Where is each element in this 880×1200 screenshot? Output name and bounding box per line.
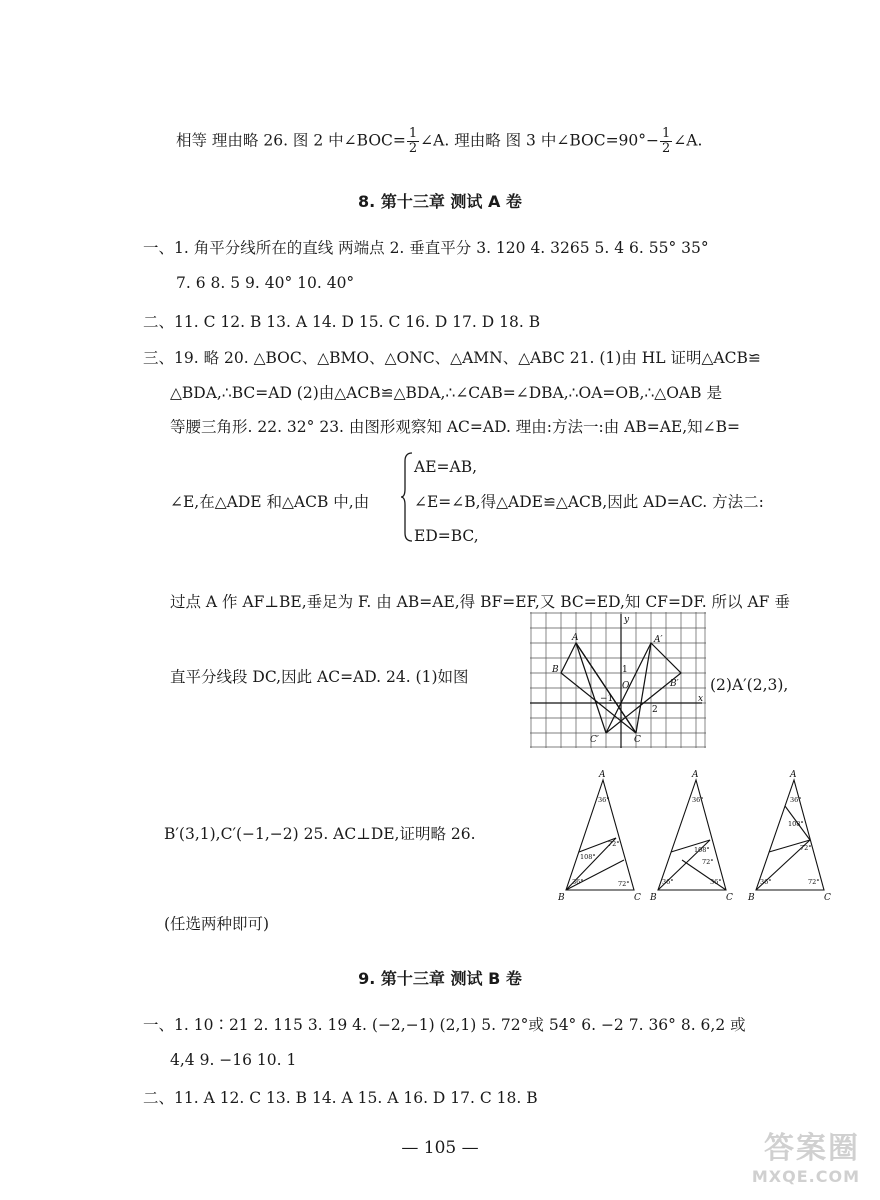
angle-label: 72° bbox=[808, 878, 820, 886]
vertex-label: B bbox=[558, 893, 565, 903]
angle-label: 36° bbox=[692, 796, 704, 804]
brace-icon bbox=[400, 451, 414, 543]
tick-label: 2 bbox=[652, 705, 658, 715]
text-seg: ∠A. bbox=[673, 131, 703, 150]
point-label: B bbox=[552, 665, 559, 675]
vertex-label: A bbox=[692, 770, 699, 780]
angle-label: 36° bbox=[598, 796, 610, 804]
answer-line: 三、19. 略 20. △BOC、△BMO、△ONC、△AMN、△ABC 21. (1)由 HL 证明△ACB≌ bbox=[143, 349, 761, 367]
answer-line: 过点 A 作 AF⊥BE,垂足为 F. 由 AB=AE,得 BF=EF,又 BC=ED,知 CF=DF. 所以 AF 垂 bbox=[170, 593, 790, 611]
triangle-figures bbox=[558, 768, 838, 908]
tick-label: −1 bbox=[600, 694, 614, 704]
answer-line: (2)A′(2,3), bbox=[710, 676, 789, 694]
denominator: 2 bbox=[662, 141, 671, 156]
answer-line: 4,4 9. −16 10. 1 bbox=[170, 1051, 297, 1069]
equation-2: ∠E=∠B,得△ADE≌△ACB,因此 AD=AC. 方法二: bbox=[414, 493, 764, 511]
vertex-label: A bbox=[599, 770, 606, 780]
numerator: 1 bbox=[408, 126, 418, 141]
angle-label: 108° bbox=[788, 820, 804, 828]
vertex-label: C bbox=[634, 893, 641, 903]
answer-line: B′(3,1),C′(−1,−2) 25. AC⊥DE,证明略 26. bbox=[164, 825, 476, 843]
answer-line: ∠E,在△ADE 和△ACB 中,由 bbox=[170, 493, 370, 511]
answer-line: 7. 6 8. 5 9. 40° 10. 40° bbox=[176, 274, 355, 292]
section-title-8: 8. 第十三章 测试 A 卷 bbox=[358, 192, 522, 211]
page-number: — 105 — bbox=[401, 1138, 479, 1158]
fraction bbox=[660, 127, 672, 156]
point-label: A′ bbox=[654, 635, 663, 645]
angle-label: 72° bbox=[800, 844, 812, 852]
watermark-logo bbox=[752, 1123, 860, 1186]
angle-label: 108° bbox=[694, 846, 710, 854]
text-seg: ∠A. 理由略 图 3 中∠BOC=90°− bbox=[420, 131, 660, 150]
denominator: 2 bbox=[408, 141, 418, 156]
vertex-label: C bbox=[726, 893, 733, 903]
angle-label: 72° bbox=[618, 880, 630, 888]
fraction bbox=[407, 127, 419, 156]
answer-line: 二、11. A 12. C 13. B 14. A 15. A 16. D 17. C 18. B bbox=[143, 1089, 538, 1107]
answer-line: 二、11. C 12. B 13. A 14. D 15. C 16. D 17. D 18. B bbox=[143, 313, 541, 331]
answer-line: 直平分线段 DC,因此 AC=AD. 24. (1)如图 bbox=[170, 668, 469, 686]
answer-line: (任选两种即可) bbox=[164, 915, 270, 933]
answer-line: 一、1. 10∶21 2. 115 3. 19 4. (−2,−1) (2,1) 5. 72°或 54° 6. −2 7. 36° 8. 6,2 或 bbox=[143, 1016, 746, 1034]
angle-label: 36° bbox=[760, 878, 772, 886]
section-title-9: 9. 第十三章 测试 B 卷 bbox=[358, 969, 522, 988]
vertex-label: A bbox=[790, 770, 797, 780]
point-label: C′ bbox=[590, 735, 599, 745]
answer-line: △BDA,∴BC=AD (2)由△ACB≌△BDA,∴∠CAB=∠DBA,∴OA=OB,∴△OAB 是 bbox=[170, 384, 722, 402]
vertex-label: B bbox=[748, 893, 755, 903]
angle-label: 36° bbox=[572, 878, 584, 886]
origin-label: O bbox=[622, 681, 630, 691]
answer-line-top bbox=[176, 127, 702, 156]
tick-label: 1 bbox=[622, 665, 628, 675]
text-seg: 相等 理由略 26. 图 2 中∠BOC= bbox=[176, 131, 406, 150]
point-label: A bbox=[572, 633, 579, 643]
answer-line: 一、1. 角平分线所在的直线 两端点 2. 垂直平分 3. 120 4. 3265 5. 4 6. 55° 35° bbox=[143, 239, 709, 257]
watermark-text: 答案圈 bbox=[764, 1131, 860, 1166]
angle-label: 72° bbox=[608, 840, 620, 848]
vertex-label: C bbox=[824, 893, 831, 903]
angle-label: 36° bbox=[662, 878, 674, 886]
numerator: 1 bbox=[662, 126, 671, 141]
axis-label-y: y bbox=[624, 615, 630, 625]
point-label: C bbox=[634, 735, 641, 745]
equation-3: ED=BC, bbox=[414, 527, 479, 545]
answer-line: 等腰三角形. 22. 32° 23. 由图形观察知 AC=AD. 理由:方法一:由 AB=AE,知∠B= bbox=[170, 418, 741, 436]
watermark-url: MXQE.COM bbox=[751, 1167, 860, 1186]
axis-label-x: x bbox=[698, 694, 704, 704]
angle-label: 36° bbox=[790, 796, 802, 804]
point-label: B′ bbox=[670, 679, 679, 689]
coordinate-grid-figure bbox=[530, 612, 706, 748]
vertex-label: B bbox=[650, 893, 657, 903]
angle-label: 108° bbox=[580, 853, 596, 861]
angle-label: 72° bbox=[702, 858, 714, 866]
angle-label: 36° bbox=[710, 878, 722, 886]
equation-1: AE=AB, bbox=[414, 458, 478, 476]
